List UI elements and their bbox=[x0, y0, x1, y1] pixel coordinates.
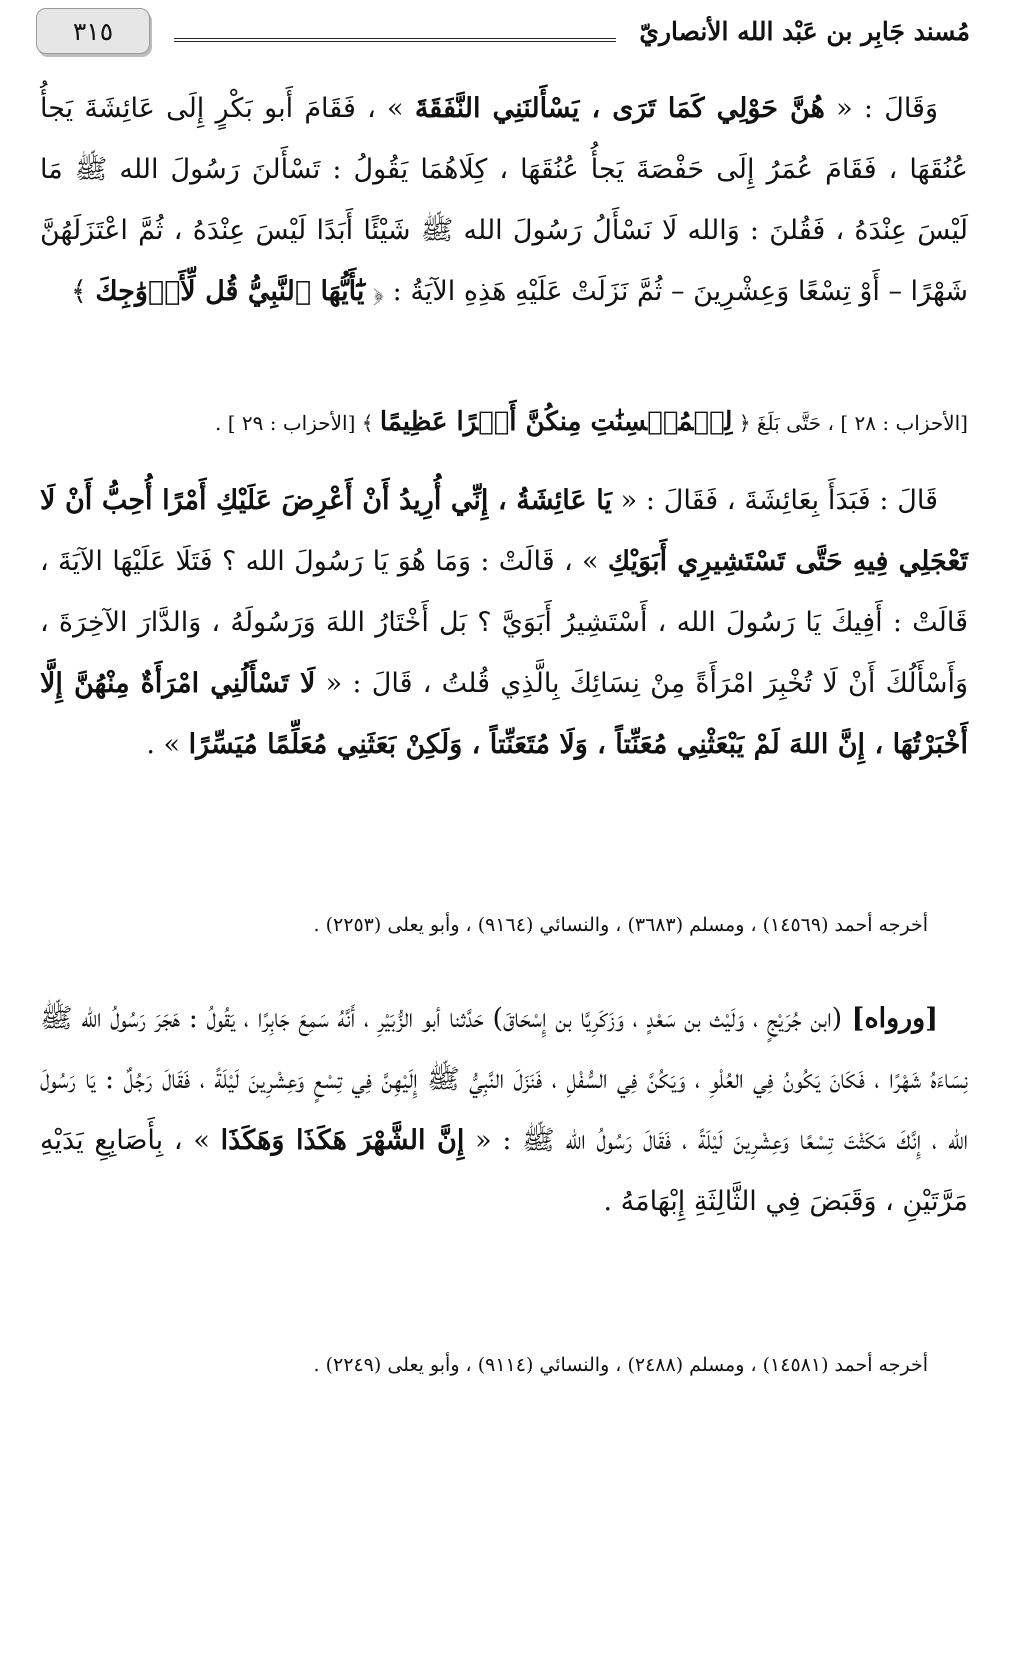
surah-reference: ﴾ [الأحزاب : ٢٩ ] . bbox=[215, 411, 374, 435]
takhrij-note-2 bbox=[40, 1350, 968, 1380]
text-segment: » ، قَالَتْ : وَمَا هُوَ يَا رَسُولَ الله ؟ فَتَلَا عَلَيْهَا الآيَةَ ، قَالَتْ : أَفِيكَ يَا رَسُولَ الله ، أَسْتَشِيرُ أَبَوَيَّ ؟ بَل أَخْتَارُ اللهَ وَرَسُولَهُ ، وَالدَّارَ الآخِرَةَ ، وَأَسْأَلُكَ أَنْ لَا تُخْبِرَ امْرَأَةً مِنْ نِسَائِكَ بِالَّذِي قُلتُ ، قَالَ : « bbox=[40, 546, 968, 699]
text-segment: قَالَ : فَبَدَأَ بِعَائِشَةَ ، فَقَالَ : « bbox=[611, 485, 938, 516]
quran-reference-line bbox=[40, 402, 968, 443]
takhrij-note-1 bbox=[40, 910, 968, 940]
text-segment: » ، فَقَامَ أَبو بَكْرٍ إِلَى عَائِشَةَ يَجأُ عُنُقَهَا ، فَقَامَ عُمَرُ إِلَى حَفْصَةَ يَجأُ عُنُقَهَا ، كِلَاهُمَا يَقُولُ : تَسْأَلنَ رَسُولَ الله ﷺ مَا لَيْسَ عِنْدَهُ ، فَقُلنَ : وَالله لَا نَسْأَلُ رَسُولَ الله ﷺ شَيْئًا أَبَدًا لَيْسَ عِنْدَهُ ، ثُمَّ اعْتَزَلَهُنَّ شَهْرًا – أَوْ تِسْعًا وَعِشْرِينَ – ثُمَّ نَزَلَتْ عَلَيْهِ هَذِهِ الآيَةُ : ﴿ bbox=[40, 93, 968, 307]
text-segment: وَقَالَ : « bbox=[824, 93, 939, 124]
page-number: ٣١٥ bbox=[72, 16, 114, 46]
text-segment: » ، بِأَصَابِعِ يَدَيْهِ مَرَّتَيْنِ ، وَقَبَضَ فِي الثَّالِثَةِ إِبْهَامَهُ . bbox=[40, 1125, 968, 1217]
text-segment: (ابن جُرَيْجٍ ، وَلَيْث بن سَعْدٍ ، وَزَكَرِيَّا بن إِسْحَاقَ) حَدَّثنا أبو الزُّبَيْرِ ، أَنَّهُ سَمِعَ جَابِرًا ، يَقُولُ : هَجَرَ رَسُولُ الله ﷺ نِسَاءَهُ شَهْرًا ، فَكَانَ يَكُونُ فِي العُلْوِ ، وَيَكُنَّ فِي السُّفْلِ ، فَنَزَلَ النَّبِيُّ ﷺ إِلَيْهِنَّ فِي تِسْعٍ وَعِشْرِينَ لَيْلَةً ، فَقَالَ رَجُلٌ : يَا رَسُولَ الله ، إِنَّكَ مَكَثْتَ تِسْعًا وَعِشْرِينَ لَيْلَةً ، فَقَالَ رَسُولُ الله ﷺ : « bbox=[40, 1003, 968, 1156]
narration-marker: [ورواه] bbox=[842, 1003, 938, 1034]
quran-verse: لِلۡمُحۡسِنَٰتِ مِنكُنَّ أَجۡرًا عَظِيمًا bbox=[379, 407, 733, 437]
quran-verse: يَٰٓأَيُّهَا ٱلنَّبِيُّ قُل لِّأَزۡوَٰجِكَ bbox=[95, 276, 365, 307]
text-segment: » . bbox=[146, 729, 189, 760]
takhrij-text: أخرجه أحمد (١٤٥٨١) ، ومسلم (٢٤٨٨) ، والنسائي (٩١١٤) ، وأبو يعلى (٢٢٤٩) . bbox=[313, 1354, 928, 1376]
running-title: مُسند جَابِر بن عَبْد الله الأنصاريّ bbox=[639, 17, 970, 46]
text-segment: ﴾ bbox=[71, 276, 96, 307]
hadith2-paragraph bbox=[40, 988, 968, 1232]
prophetic-speech: هُنَّ حَوْلِي كَمَا تَرَى ، يَسْأَلنَنِي النَّفَقَةَ bbox=[414, 93, 825, 124]
page-number-box bbox=[36, 8, 150, 54]
prophetic-speech: إِنَّ الشَّهْرَ هَكَذَا وَهَكَذَا bbox=[220, 1125, 465, 1156]
prophetic-speech: يَا عَائِشَةُ ، إِنِّي أُرِيدُ أَنْ أَعْرِضَ عَلَيْكِ أَمْرًا أُحِبُّ أَنْ لَا تَعْجَلِي فِيهِ حَتَّى تَسْتَشِيرِي أَبَوَيْكِ bbox=[40, 485, 968, 577]
header-rule bbox=[174, 38, 616, 45]
page-header bbox=[36, 8, 970, 64]
prophetic-speech: لَا تَسْأَلُنِي امْرَأَةٌ مِنْهُنَّ إِلَّا أَخْبَرْتُهَا ، إِنَّ اللهَ لَمْ يَبْعَثْنِي مُعَنِّتاً ، وَلَا مُتَعَنِّتاً ، وَلَكِنْ بَعَثَنِي مُعَلِّمًا مُيَسِّرًا bbox=[40, 668, 968, 760]
takhrij-text: أخرجه أحمد (١٤٥٦٩) ، ومسلم (٣٦٨٣) ، والنسائي (٩١٦٤) ، وأبو يعلى (٢٢٥٣) . bbox=[313, 914, 928, 936]
surah-reference: [الأحزاب : ٢٨ ] ، حَتَّى بَلَغَ ﴿ bbox=[738, 411, 968, 435]
hadith1-paragraph2 bbox=[40, 470, 968, 775]
hadith1-paragraph1 bbox=[40, 78, 968, 322]
